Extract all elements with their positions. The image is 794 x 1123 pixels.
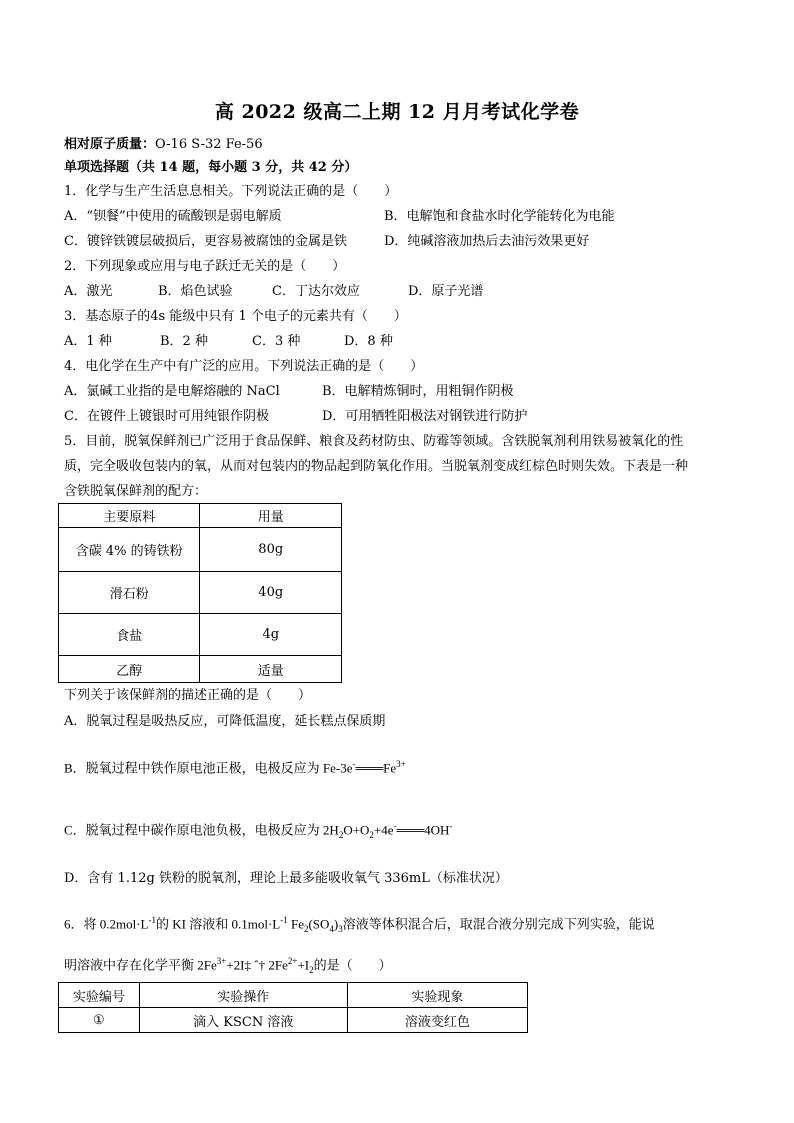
superscript: -: [449, 821, 453, 831]
table-row: [59, 656, 342, 683]
table-row: [59, 572, 342, 614]
q2-option-c: C．丁达尔效应: [272, 284, 360, 299]
q5-formula-table: [58, 503, 342, 683]
equals-sign: ═══: [355, 760, 384, 776]
table-row: [59, 614, 342, 656]
table-cell: 适量: [200, 656, 342, 683]
superscript: -1: [148, 915, 156, 925]
subscript: 4: [329, 923, 334, 934]
table-cell: 80g: [200, 528, 342, 572]
q4-option-d: D．可用牺牲阳极法对钢铁进行防护: [322, 409, 528, 424]
q5-option-b: [64, 756, 406, 776]
superscript: -: [393, 821, 397, 831]
option-text: 4OH: [424, 822, 450, 838]
q5-option-d: D．含有 1.12g 铁粉的脱氧剂，理论上最多能吸收氧气 336mL（标准状况）: [64, 871, 508, 886]
table-header-cell: 实验编号: [59, 983, 140, 1008]
q6-experiment-table: [58, 982, 528, 1033]
q3-option-c: C．3 种: [252, 334, 301, 349]
option-text: C．脱氧过程中碳作原电池负极，电极反应为 2H: [64, 822, 339, 838]
page-title: 高 2022 级高二上期 12 月月考试化学卷: [214, 101, 580, 123]
section-heading: 单项选择题（共 14 题，每小题 3 分，共 42 分）: [64, 160, 358, 175]
option-text: O+O: [343, 822, 370, 838]
superscript: -: [352, 759, 356, 769]
table-cell: 含碳 4% 的铸铁粉: [59, 528, 200, 572]
stem-text: 6．将 0.2mol·L: [64, 916, 149, 932]
q2-option-b: B．焰色试验: [158, 284, 233, 299]
superscript: -1: [280, 915, 288, 925]
q4-option-c: C．在镀件上镀银时可用纯银作阴极: [64, 409, 269, 424]
equals-sign: ═══: [396, 822, 425, 838]
table-cell: 滑石粉: [59, 572, 200, 614]
table-row: [59, 1008, 528, 1033]
q3-option-a: A．1 种: [64, 334, 112, 349]
table-cell: 乙醇: [59, 656, 200, 683]
q5-question: 下列关于该保鲜剂的描述正确的是（ ）: [64, 688, 312, 703]
stem-text: 2Fe: [265, 957, 288, 973]
stem-text: 的是（ ）: [313, 957, 392, 973]
q3-option-d: D．8 种: [344, 334, 393, 349]
stem-text: +2I: [226, 957, 245, 973]
table-header-cell: 实验现象: [347, 983, 527, 1008]
q4-option-b: B．电解精炼铜时，用粗铜作阴极: [322, 384, 514, 399]
q5-stem-line-2: 质，完全吸收包装内的氧，从而对包装内的物品起到防氧化作用。当脱氧剂变成红棕色时则失效。下表是一种: [64, 459, 689, 474]
table-cell: 滴入 KSCN 溶液: [139, 1008, 347, 1033]
q1-option-a: A．“钡餐”中使用的硫酸钡是弱电解质: [64, 209, 282, 224]
subscript: 3: [338, 923, 343, 934]
q3-option-b: B．2 种: [160, 334, 208, 349]
q6-stem-line-1: [64, 912, 655, 937]
subscript: 2: [303, 923, 309, 934]
subscript: 2: [338, 829, 344, 840]
q5-option-a: A．脱氧过程是吸热反应，可降低温度，延长糕点保质期: [64, 714, 386, 729]
q5-option-c: [64, 818, 452, 843]
stem-text: 明溶液中存在化学平衡 2Fe: [64, 957, 217, 973]
q2-option-d: D．原子光谱: [408, 284, 484, 299]
stem-text: ): [333, 916, 339, 932]
q4-option-a: A．氯碱工业指的是电解熔融的 NaCl: [64, 384, 280, 399]
table-cell: 4g: [200, 614, 342, 656]
subscript: 2: [309, 964, 314, 975]
table-cell: ①: [59, 1008, 140, 1033]
q4-stem: 4．电化学在生产中有广泛的应用。下列说法正确的是（ ）: [64, 359, 424, 374]
option-text: Fe: [383, 760, 397, 776]
q5-stem-line-1: 5．目前，脱氧保鲜剂已广泛用于食品保鲜、粮食及药材防虫、防霉等领域。含铁脱氧剂利用铁易被氧化的性: [64, 434, 684, 449]
q1-option-c: C．镀锌铁镀层破损后，更容易被腐蚀的金属是铁: [64, 234, 347, 249]
atomic-mass-line: [64, 137, 263, 153]
table-header-cell: 用量: [200, 504, 342, 528]
table-header-cell: 实验操作: [139, 983, 347, 1008]
stem-text: Fe: [287, 916, 304, 932]
q1-option-b: B．电解饱和食盐水时化学能转化为电能: [384, 209, 615, 224]
subscript: 2: [369, 829, 374, 840]
q1-stem: 1．化学与生产生活息息相关。下列说法正确的是（ ）: [64, 184, 398, 199]
stem-text: 溶液等体积混合后，取混合液分别完成下列实验，能说: [342, 916, 655, 932]
option-text: B．脱氧过程中铁作原电池正极，电极反应为 Fe-3e: [64, 760, 353, 776]
stem-text: +I: [297, 957, 310, 973]
option-text: +4e: [373, 822, 394, 838]
superscript: 3+: [396, 759, 406, 769]
q2-stem: 2．下列现象或应用与电子跃迁无关的是（ ）: [64, 259, 346, 274]
superscript: 3+: [216, 956, 227, 966]
superscript: 2+: [287, 956, 298, 966]
q1-option-d: D．纯碱溶液加热后去油污效果更好: [384, 234, 590, 249]
stem-text: (SO: [308, 916, 330, 932]
atomic-mass-values: O-16 S-32 Fe-56: [155, 137, 263, 152]
stem-text: 的 KI 溶液和 0.1mol·L: [156, 916, 281, 932]
table-header-row: [59, 983, 528, 1008]
table-cell: 40g: [200, 572, 342, 614]
table-header-row: [59, 504, 342, 528]
table-row: [59, 528, 342, 572]
q5-stem-line-3: 含铁脱氧保鲜剂的配方：: [64, 484, 208, 499]
atomic-mass-label: 相对原子质量：: [64, 137, 156, 152]
table-cell: 溶液变红色: [347, 1008, 527, 1033]
q2-option-a: A．激光: [64, 284, 113, 299]
table-header-cell: 主要原料: [59, 504, 200, 528]
equilibrium-arrow-icon: ‡ ˆ†: [244, 957, 266, 973]
q3-stem: 3．基态原子的4s 能级中只有 1 个电子的元素共有（ ）: [64, 309, 407, 324]
table-cell: 食盐: [59, 614, 200, 656]
q6-stem-line-2: [64, 953, 392, 978]
